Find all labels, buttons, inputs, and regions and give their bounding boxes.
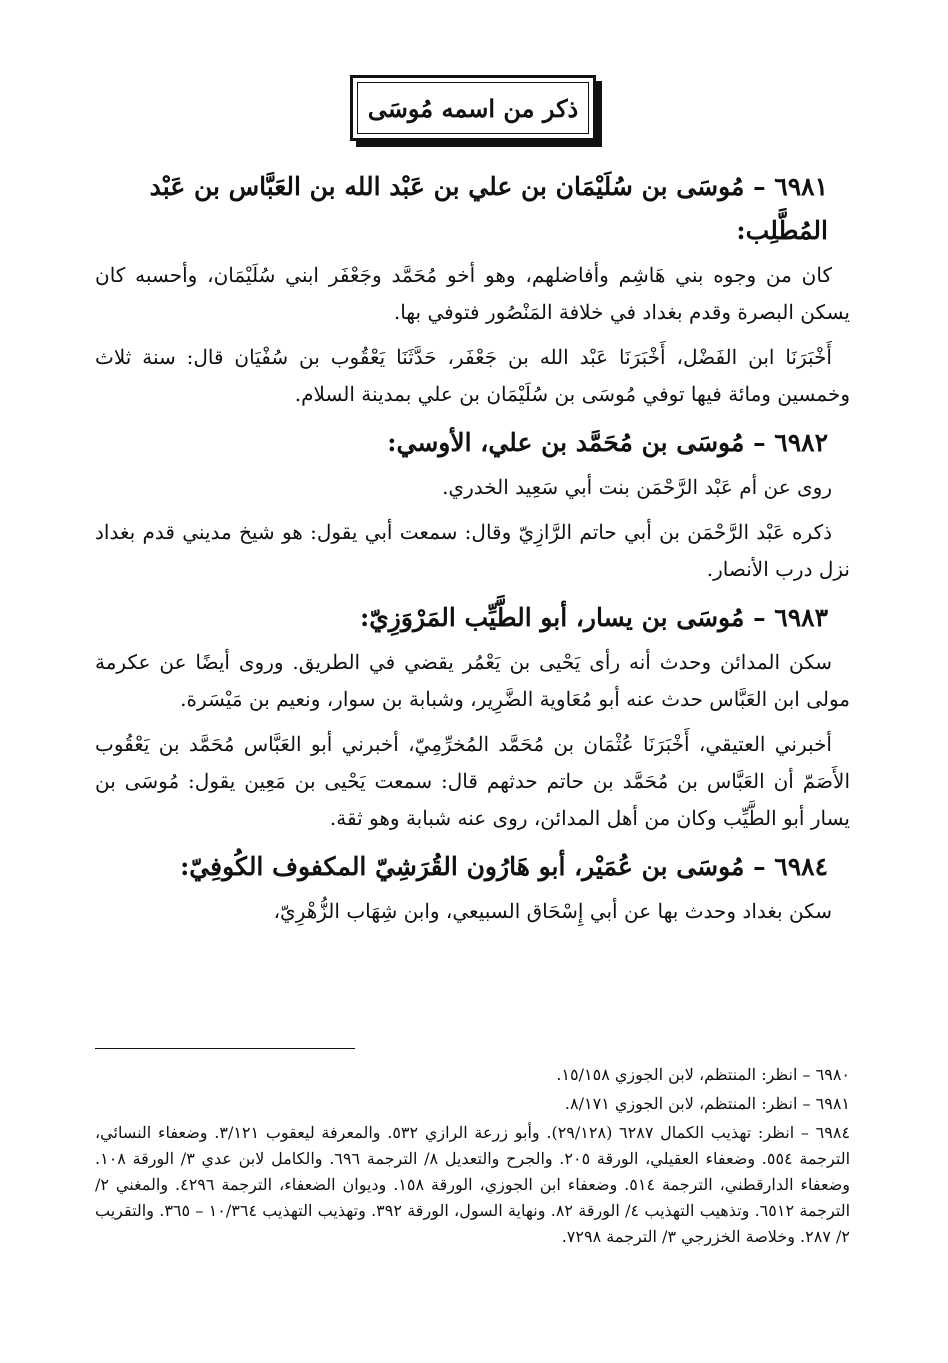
entry-paragraph: سكن بغداد وحدث بها عن أبي إِسْحَاق السبيعي، وابن شِهَاب الزُّهْرِيّ، (273, 899, 832, 923)
entry-paragraph: ذكره عَبْد الرَّحْمَن بن أبي حاتم الرَّازِيّ وقال: سمعت أبي يقول: هو شيخ مديني قدم بغداد نزل درب الأنصار. (95, 520, 850, 581)
footnote: ٦٩٨٠ – انظر: المنتظم، لابن الجوزي ١٥/١٥٨. (556, 1065, 850, 1084)
footnotes (95, 1062, 850, 1253)
book-page (95, 60, 850, 1340)
entry-heading: ٦٩٨٣ – مُوسَى بن يسار، أبو الطَّيِّب المَرْوَزِيّ: (360, 603, 828, 632)
main-text (95, 165, 850, 938)
entry-paragraph: كان من وجوه بني هَاشِم وأفاضلهم، وهو أخو مُحَمَّد وجَعْفَر ابني سُلَيْمَان، وأحسبه كان يسكن البصرة وقدم بغداد في خلافة المَنْصُور فتوفي بها. (95, 263, 850, 324)
entry-6984 (95, 845, 850, 930)
section-title-box (350, 75, 596, 141)
entry-heading: ٦٩٨١ – مُوسَى بن سُلَيْمَان بن علي بن عَبْد الله بن العَبَّاس بن عَبْد المُطَّلِب: (149, 172, 828, 245)
footnote: ٦٩٨٤ – انظر: تهذيب الكمال ٦٢٨٧ (٢٩/١٢٨). وأبو زرعة الرازي ٥٣٢. والمعرفة ليعقوب ٣/١٢١. وضعفاء النسائي، الترجمة ٥٥٤. وضعفاء العقيلي، الورقة ٢٠٥. والجرح والتعديل ٨/ الترجمة ٦٩٦. والكامل لابن عدي ٣/ الورقة ١٠٨. وضعفاء الدارقطني، الترجمة ٥١٤. وضعفاء ابن الجوزي، الورقة ١٥٨. وديوان الضعفاء، الترجمة ٤٢٩٦. والمغني ٢/ الترجمة ٦٥١٢. وتذهيب التهذيب ٤/ الورقة ٨٢. ونهاية السول، الورقة ٣٩٢. وتهذيب التهذيب ١٠/٣٦٤ – ٣٦٥. والتقريب ٢/ ٢٨٧. وخلاصة الخزرجي ٣/ الترجمة ٧٢٩٨. (95, 1123, 851, 1246)
entry-heading: ٦٩٨٢ – مُوسَى بن مُحَمَّد بن علي، الأوسي: (387, 428, 828, 457)
entry-6983 (95, 596, 850, 837)
entry-heading: ٦٩٨٤ – مُوسَى بن عُمَيْر، أبو هَارُون القُرَشِيّ المكفوف الكُوفِيّ: (180, 852, 828, 881)
footnote: ٦٩٨١ – انظر: المنتظم، لابن الجوزي ٨/١٧١. (564, 1094, 850, 1113)
section-title: ذكر من اسمه مُوسَى (367, 93, 579, 123)
entry-paragraph: روى عن أم عَبْد الرَّحْمَن بنت أبي سَعِيد الخدري. (442, 475, 832, 499)
footnote-divider (95, 1048, 355, 1049)
entry-6981 (95, 165, 850, 413)
entry-paragraph: أَخْبَرَنَا ابن الفَضْل، أَخْبَرَنَا عَبْد الله بن جَعْفَر، حَدَّثَنَا يَعْقُوب بن سُفْيَان قال: سنة ثلاث وخمسين ومائة فيها توفي مُوسَى بن سُلَيْمَان بن علي بمدينة السلام. (95, 345, 850, 406)
entry-paragraph: سكن المدائن وحدث أنه رأى يَحْيى بن يَعْمُر يقضي في الطريق. وروى أيضًا عن عكرمة مولى ابن العَبَّاس حدث عنه أبو مُعَاوية الضَّرِير، وشبابة بن سوار، ونعيم بن مَيْسَرة. (95, 650, 850, 711)
entry-6982 (95, 421, 850, 588)
entry-paragraph: أخبرني العتيقي، أَخْبَرَنَا عُثْمَان بن مُحَمَّد المُخرِّمِيّ، أخبرني أبو العَبَّاس مُحَمَّد بن يَعْقُوب الأَصَمّ أن العَبَّاس بن مُحَمَّد بن حاتم حدثهم قال: سمعت يَحْيى بن مَعِين يقول: مُوسَى بن يسار أبو الطَّيِّب وكان من أهل المدائن، روى عنه شبابة وهو ثقة. (95, 732, 850, 830)
